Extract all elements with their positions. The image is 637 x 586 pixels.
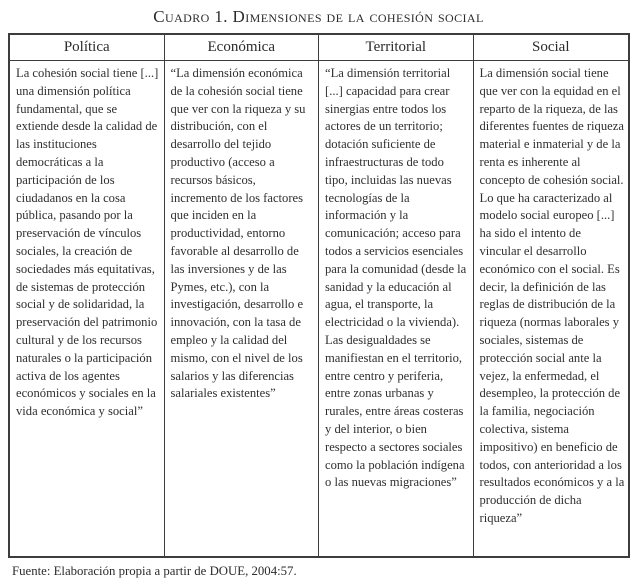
column-header-economica: Económica (165, 35, 320, 61)
table-title: Cuadro 1. Dimensiones de la cohesión social (153, 7, 484, 26)
column-header-social: Social (474, 35, 629, 61)
cell-politica-text: La cohesión social tiene [...] una dimensión política fundamental, que se extiende desde la calidad de las instituciones democráticas a la participación de los ciudadanos en la cosa pública, pasando por la preservación de vínculos sociales, la creación de sociedades más equitativas, de sistemas de protección social y de solidaridad, la preservación del patrimonio cultural y de los recursos naturales o la participación activa de los agentes económicos y sociales en la vida económica y social” (10, 61, 165, 556)
cell-territorial-text: “La dimensión territorial [...] capacidad para crear sinergias entre todos los actores de un territorio; dotación suficiente de infraestructuras de todo tipo, incluidas las nuevas tecnologías de la información y la comunicación; acceso para todos a servicios esenciales para la comunidad (desde la sanidad y la educación al agua, el transporte, la electricidad o la vivienda). Las desigualdades se manifiestan en el territorio, entre centro y periferia, entre zonas urbanas y rurales, entre áreas costeras y del interior, o bien respecto a sectores sociales como la población indígena o las nuevas migraciones” (319, 61, 474, 556)
column-header-politica: Política (10, 35, 165, 61)
cell-social-text: La dimensión social tiene que ver con la equidad en el reparto de la riqueza, de las diferentes fuentes de riqueza material e inmaterial y de la renta es inherente al concepto de cohesión social. Lo que ha caracterizado al modelo social europeo [...] ha sido el intento de vincular el desarrollo económico con el social. Es decir, la definición de las reglas de distribución de la riqueza (normas laborales y sociales, sistemas de protección social ante la vejez, la enfermedad, el desempleo, la protección de la familia, negociación colectiva, sistema impositivo) en beneficio de todos, con anterioridad a los resultados económicos y a la producción de dicha riqueza” (479, 66, 625, 525)
cell-economica-text: “La dimensión económica de la cohesión social tiene que ver con la riqueza y su distribución, con el desarrollo del tejido productivo (acceso a recursos básicos, incremento de los factores que inciden en la productividad, entorno favorable al desarrollo de las inversiones y de las Pymes, etc.), con la investigación, desarrollo e innovación, con la tasa de empleo y la calidad del mismo, con el nivel de los salarios y las diferencias salariales existentes” (165, 61, 320, 556)
source-note: Fuente: Elaboración propia a partir de DOUE, 2004:57. (12, 564, 297, 578)
dimensions-table (8, 33, 630, 558)
column-header-territorial: Territorial (319, 35, 474, 61)
